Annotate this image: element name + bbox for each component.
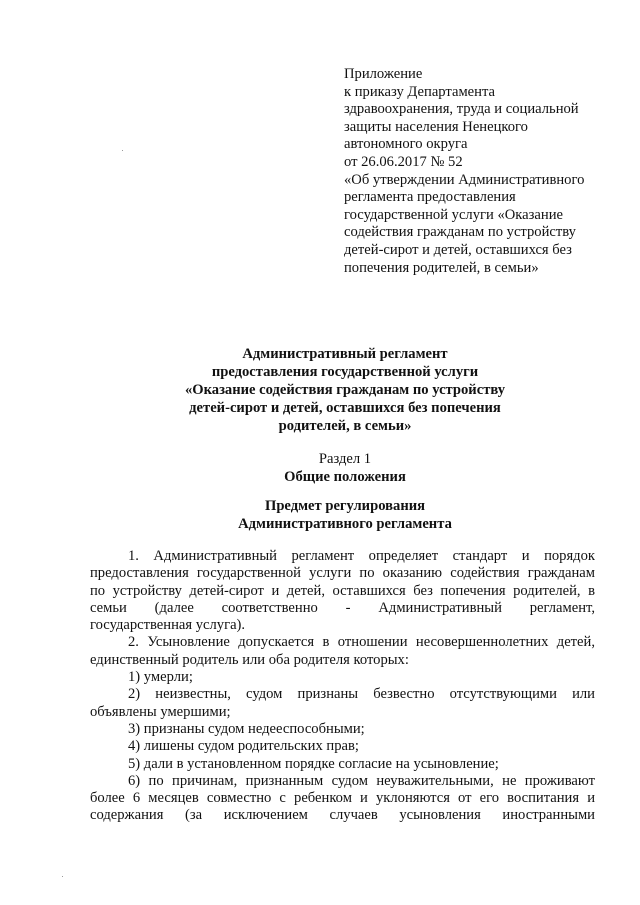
list-item: 4) лишены судом родительских прав; bbox=[128, 738, 359, 755]
paragraph-line: по устройству детей-сирот и детей, оставшихся без попечения родителей, в bbox=[90, 582, 595, 599]
scan-speck bbox=[62, 876, 63, 877]
annex-line: от 26.06.2017 № 52 bbox=[344, 153, 463, 170]
paragraph-line: 1. Административный регламент определяет стандарт и порядок bbox=[128, 548, 595, 564]
paragraph-line: государственная услуга). bbox=[90, 617, 246, 634]
title-line: «Оказание содействия гражданам по устройству bbox=[184, 382, 506, 398]
list-item: 1) умерли; bbox=[128, 669, 193, 686]
annex-line: автономного округа bbox=[344, 136, 468, 153]
paragraph-line: единственный родитель или оба родителя которых: bbox=[90, 651, 409, 668]
paragraph-line: предоставления государственной услуги по оказанию содействия гражданам bbox=[90, 565, 595, 582]
annex-line: «Об утверждении Административного bbox=[344, 171, 585, 188]
scan-speck bbox=[122, 150, 123, 151]
section-number: Раздел 1 bbox=[318, 451, 372, 467]
subject-line: Административного регламента bbox=[238, 516, 452, 532]
section-heading: Общие положения bbox=[284, 469, 406, 485]
list-item: 5) дали в установленном порядке согласие на усыновление; bbox=[128, 755, 499, 772]
annex-line: к приказу Департамента bbox=[344, 83, 495, 100]
title-line: предоставления государственной услуги bbox=[211, 364, 479, 380]
paragraph-line: объявлены умершими; bbox=[90, 703, 231, 720]
body-text bbox=[90, 548, 595, 825]
document-title bbox=[100, 345, 590, 435]
title-line: родителей, в семьи» bbox=[278, 418, 412, 434]
title-line: Административный регламент bbox=[242, 346, 448, 362]
annex-line: защиты населения Ненецкого bbox=[344, 118, 528, 135]
annex-line: содействия гражданам по устройству bbox=[344, 224, 576, 241]
list-item: 3) признаны судом недееспособными; bbox=[128, 720, 365, 737]
annex-block bbox=[344, 66, 614, 277]
paragraph-line: более 6 месяцев совместно с ребенком и уклоняются от его воспитания и bbox=[90, 790, 595, 807]
annex-line: регламента предоставления bbox=[344, 189, 516, 206]
annex-line: здравоохранения, труда и социальной bbox=[344, 101, 579, 118]
title-line: детей-сирот и детей, оставшихся без попечения bbox=[189, 400, 501, 416]
paragraph-line: содержания (за исключением случаев усыновления иностранными bbox=[90, 807, 595, 824]
list-item: 2) неизвестны, судом признаны безвестно отсутствующими или bbox=[128, 686, 595, 703]
annex-line: Приложение bbox=[344, 66, 423, 82]
subject-heading bbox=[100, 497, 590, 533]
annex-line: попечения родителей, в семьи» bbox=[344, 259, 539, 276]
list-item: 6) по причинам, признанным судом неуважительными, не проживают bbox=[128, 772, 595, 789]
paragraph-line: семьи (далее соответственно - Административный регламент, bbox=[90, 599, 595, 616]
annex-line: государственной услуги «Оказание bbox=[344, 206, 563, 223]
subject-line: Предмет регулирования bbox=[264, 498, 426, 514]
paragraph-line: 2. Усыновление допускается в отношении несовершеннолетних детей, bbox=[128, 634, 595, 651]
annex-line: детей-сирот и детей, оставшихся без bbox=[344, 241, 572, 258]
